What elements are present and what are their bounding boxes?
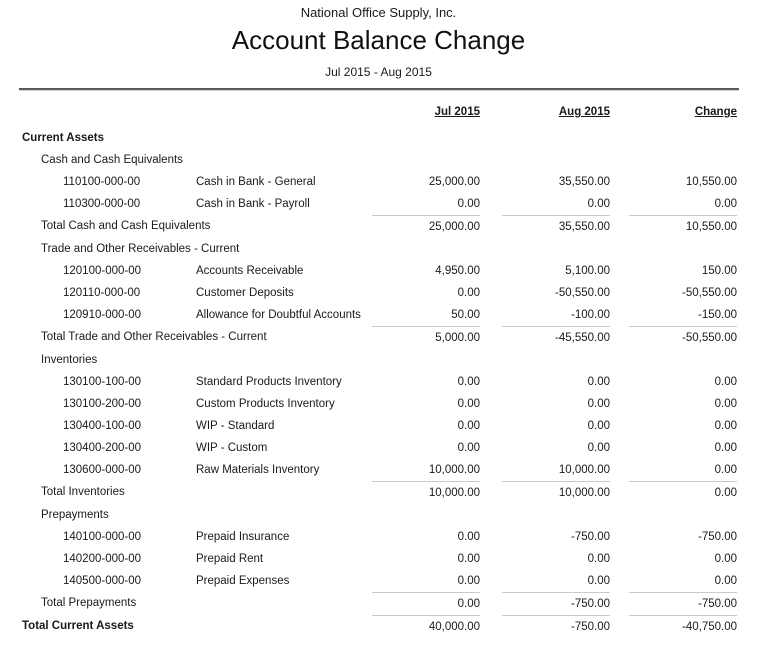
amount-jul-2015 bbox=[370, 326, 480, 349]
account-code: 120110-000-00 bbox=[63, 287, 141, 299]
total-rule-line: 25,000.00 bbox=[372, 215, 480, 235]
amount-change bbox=[610, 504, 737, 526]
amount-aug-2015: -750.00 bbox=[570, 531, 610, 543]
account-row bbox=[0, 282, 757, 304]
total-rule-line: -750.00 bbox=[629, 592, 737, 612]
amount-aug-2015: 0.00 bbox=[587, 553, 610, 565]
account-name: WIP - Standard bbox=[196, 420, 275, 432]
amount-jul-2015: 0.00 bbox=[457, 287, 480, 299]
account-code: 130100-200-00 bbox=[63, 398, 142, 410]
total-label: Total Current Assets bbox=[22, 620, 134, 632]
account-name: Raw Materials Inventory bbox=[196, 464, 320, 476]
total-rule-line: -45,550.00 bbox=[502, 326, 610, 346]
account-code: 140100-000-00 bbox=[63, 531, 142, 543]
total-row bbox=[0, 326, 757, 349]
column-header-aug-2015[interactable]: Aug 2015 bbox=[558, 106, 610, 118]
account-label bbox=[0, 526, 370, 548]
amount-change: 0.00 bbox=[714, 575, 737, 587]
account-name: Accounts Receivable bbox=[196, 265, 304, 277]
amount-jul-2015: 10,000.00 bbox=[428, 464, 480, 476]
account-label bbox=[0, 282, 370, 304]
amount-change: 0.00 bbox=[714, 398, 737, 410]
account-code: 130400-200-00 bbox=[63, 442, 142, 454]
amount-aug-2015 bbox=[480, 504, 610, 526]
total-rule-line: 10,000.00 bbox=[372, 481, 480, 501]
amount-aug-2015: -100.00 bbox=[570, 309, 610, 321]
amount-jul-2015: 0.00 bbox=[457, 198, 480, 210]
amount-jul-2015: 0.00 bbox=[457, 398, 480, 410]
amount-jul-2015 bbox=[370, 615, 480, 638]
account-label bbox=[0, 371, 370, 393]
amount-aug-2015: -50,550.00 bbox=[555, 287, 610, 299]
amount-aug-2015 bbox=[480, 127, 610, 149]
account-row bbox=[0, 371, 757, 393]
amount-change bbox=[610, 238, 737, 260]
section-header-row bbox=[0, 238, 757, 260]
amount-change: -750.00 bbox=[697, 531, 737, 543]
amount-jul-2015 bbox=[370, 504, 480, 526]
total-rule-line: -750.00 bbox=[502, 592, 610, 612]
amount-aug-2015 bbox=[480, 149, 610, 171]
amount-change: 0.00 bbox=[714, 442, 737, 454]
amount-change bbox=[610, 481, 737, 504]
amount-jul-2015: 0.00 bbox=[457, 553, 480, 565]
section-label: Current Assets bbox=[22, 132, 105, 144]
amount-jul-2015 bbox=[370, 592, 480, 615]
account-label bbox=[0, 548, 370, 570]
amount-change bbox=[610, 592, 737, 615]
amount-aug-2015: 0.00 bbox=[587, 442, 610, 454]
section-label: Prepayments bbox=[41, 509, 109, 521]
amount-change: 0.00 bbox=[714, 464, 737, 476]
total-row bbox=[0, 481, 757, 504]
account-label bbox=[0, 437, 370, 459]
report-period: Jul 2015 - Aug 2015 bbox=[325, 65, 432, 79]
account-label bbox=[0, 393, 370, 415]
amount-change: 10,550.00 bbox=[685, 176, 737, 188]
account-label bbox=[0, 193, 370, 215]
account-code: 140500-000-00 bbox=[63, 575, 142, 587]
amount-jul-2015: 25,000.00 bbox=[428, 176, 480, 188]
amount-aug-2015 bbox=[480, 238, 610, 260]
header-divider bbox=[19, 88, 739, 91]
column-header-change[interactable]: Change bbox=[694, 106, 737, 118]
amount-aug-2015: 0.00 bbox=[587, 575, 610, 587]
account-label bbox=[0, 171, 370, 193]
amount-change: 150.00 bbox=[701, 265, 737, 277]
amount-change bbox=[610, 326, 737, 349]
account-code: 110300-000-00 bbox=[63, 198, 141, 210]
total-rule-line: 40,000.00 bbox=[372, 615, 480, 635]
account-row bbox=[0, 171, 757, 193]
total-rule-line: -40,750.00 bbox=[629, 615, 737, 635]
account-code: 120100-000-00 bbox=[63, 265, 142, 277]
amount-jul-2015 bbox=[370, 481, 480, 504]
account-row bbox=[0, 415, 757, 437]
amount-aug-2015: 5,100.00 bbox=[565, 265, 610, 277]
amount-aug-2015 bbox=[480, 349, 610, 371]
amount-jul-2015: 50.00 bbox=[451, 309, 480, 321]
total-rule-line: -750.00 bbox=[502, 615, 610, 635]
amount-jul-2015: 0.00 bbox=[457, 442, 480, 454]
total-rule-line: 35,550.00 bbox=[502, 215, 610, 235]
total-rule-line: 10,000.00 bbox=[502, 481, 610, 501]
total-rule-line: 0.00 bbox=[629, 481, 737, 501]
amount-jul-2015 bbox=[370, 127, 480, 149]
amount-jul-2015: 4,950.00 bbox=[435, 265, 480, 277]
account-code: 140200-000-00 bbox=[63, 553, 142, 565]
section-header-row bbox=[0, 349, 757, 371]
account-name: Allowance for Doubtful Accounts bbox=[196, 309, 361, 321]
total-row bbox=[0, 615, 757, 638]
account-code: 130600-000-00 bbox=[63, 464, 142, 476]
total-row bbox=[0, 215, 757, 238]
amount-aug-2015: 10,000.00 bbox=[558, 464, 610, 476]
amount-change bbox=[610, 215, 737, 238]
total-label: Total Inventories bbox=[41, 486, 125, 498]
amount-jul-2015 bbox=[370, 238, 480, 260]
amount-change: 0.00 bbox=[714, 198, 737, 210]
amount-change: 0.00 bbox=[714, 376, 737, 388]
amount-aug-2015 bbox=[480, 615, 610, 638]
total-label: Total Cash and Cash Equivalents bbox=[41, 220, 211, 232]
account-row bbox=[0, 459, 757, 481]
amount-jul-2015: 0.00 bbox=[457, 420, 480, 432]
amount-change bbox=[610, 127, 737, 149]
report-title: Account Balance Change bbox=[231, 25, 526, 55]
total-label: Total Prepayments bbox=[41, 597, 137, 609]
amount-aug-2015 bbox=[480, 481, 610, 504]
account-label bbox=[0, 304, 370, 326]
amount-aug-2015: 0.00 bbox=[587, 198, 610, 210]
amount-change: -50,550.00 bbox=[682, 287, 737, 299]
amount-jul-2015 bbox=[370, 215, 480, 238]
amount-aug-2015 bbox=[480, 326, 610, 349]
report-table-body bbox=[0, 127, 757, 638]
section-header-row bbox=[0, 127, 757, 149]
total-label: Total Trade and Other Receivables - Current bbox=[41, 331, 267, 343]
account-name: Cash in Bank - General bbox=[196, 176, 316, 188]
account-row bbox=[0, 393, 757, 415]
account-name: Customer Deposits bbox=[196, 287, 294, 299]
amount-aug-2015: 0.00 bbox=[587, 398, 610, 410]
account-row bbox=[0, 193, 757, 215]
account-name: Prepaid Expenses bbox=[196, 575, 290, 587]
amount-jul-2015: 0.00 bbox=[457, 376, 480, 388]
account-name: Prepaid Insurance bbox=[196, 531, 290, 543]
total-rule-line: 10,550.00 bbox=[629, 215, 737, 235]
total-rule-line: 5,000.00 bbox=[372, 326, 480, 346]
amount-jul-2015: 0.00 bbox=[457, 531, 480, 543]
amount-change: -150.00 bbox=[697, 309, 737, 321]
account-code: 110100-000-00 bbox=[63, 176, 141, 188]
account-label bbox=[0, 260, 370, 282]
account-label bbox=[0, 415, 370, 437]
amount-jul-2015: 0.00 bbox=[457, 575, 480, 587]
column-header-row bbox=[0, 104, 757, 120]
account-row bbox=[0, 304, 757, 326]
section-label: Cash and Cash Equivalents bbox=[41, 154, 183, 166]
amount-aug-2015: 35,550.00 bbox=[558, 176, 610, 188]
section-label: Trade and Other Receivables - Current bbox=[41, 243, 240, 255]
account-name: Prepaid Rent bbox=[196, 553, 264, 565]
account-row bbox=[0, 526, 757, 548]
amount-change bbox=[610, 349, 737, 371]
total-rule-line: -50,550.00 bbox=[629, 326, 737, 346]
account-row bbox=[0, 437, 757, 459]
total-rule-line: 0.00 bbox=[372, 592, 480, 612]
amount-change bbox=[610, 615, 737, 638]
amount-change bbox=[610, 149, 737, 171]
account-name: Standard Products Inventory bbox=[196, 376, 342, 388]
column-header-jul-2015[interactable]: Jul 2015 bbox=[434, 106, 480, 118]
company-name: National Office Supply, Inc. bbox=[300, 5, 457, 20]
section-header-row bbox=[0, 149, 757, 171]
amount-change: 0.00 bbox=[714, 420, 737, 432]
account-label bbox=[0, 570, 370, 592]
amount-aug-2015: 0.00 bbox=[587, 420, 610, 432]
account-code: 130400-100-00 bbox=[63, 420, 142, 432]
total-row bbox=[0, 592, 757, 615]
amount-aug-2015 bbox=[480, 592, 610, 615]
account-name: Cash in Bank - Payroll bbox=[196, 198, 310, 210]
account-code: 120910-000-00 bbox=[63, 309, 142, 321]
account-row bbox=[0, 548, 757, 570]
account-name: WIP - Custom bbox=[196, 442, 268, 454]
account-code: 130100-100-00 bbox=[63, 376, 142, 388]
section-header-row bbox=[0, 504, 757, 526]
account-label bbox=[0, 459, 370, 481]
section-label: Inventories bbox=[41, 354, 98, 366]
account-row bbox=[0, 260, 757, 282]
amount-aug-2015: 0.00 bbox=[587, 376, 610, 388]
account-name: Custom Products Inventory bbox=[196, 398, 335, 410]
account-row bbox=[0, 570, 757, 592]
amount-aug-2015 bbox=[480, 215, 610, 238]
label-column-spacer bbox=[0, 104, 370, 120]
amount-jul-2015 bbox=[370, 349, 480, 371]
amount-jul-2015 bbox=[370, 149, 480, 171]
amount-change: 0.00 bbox=[714, 553, 737, 565]
